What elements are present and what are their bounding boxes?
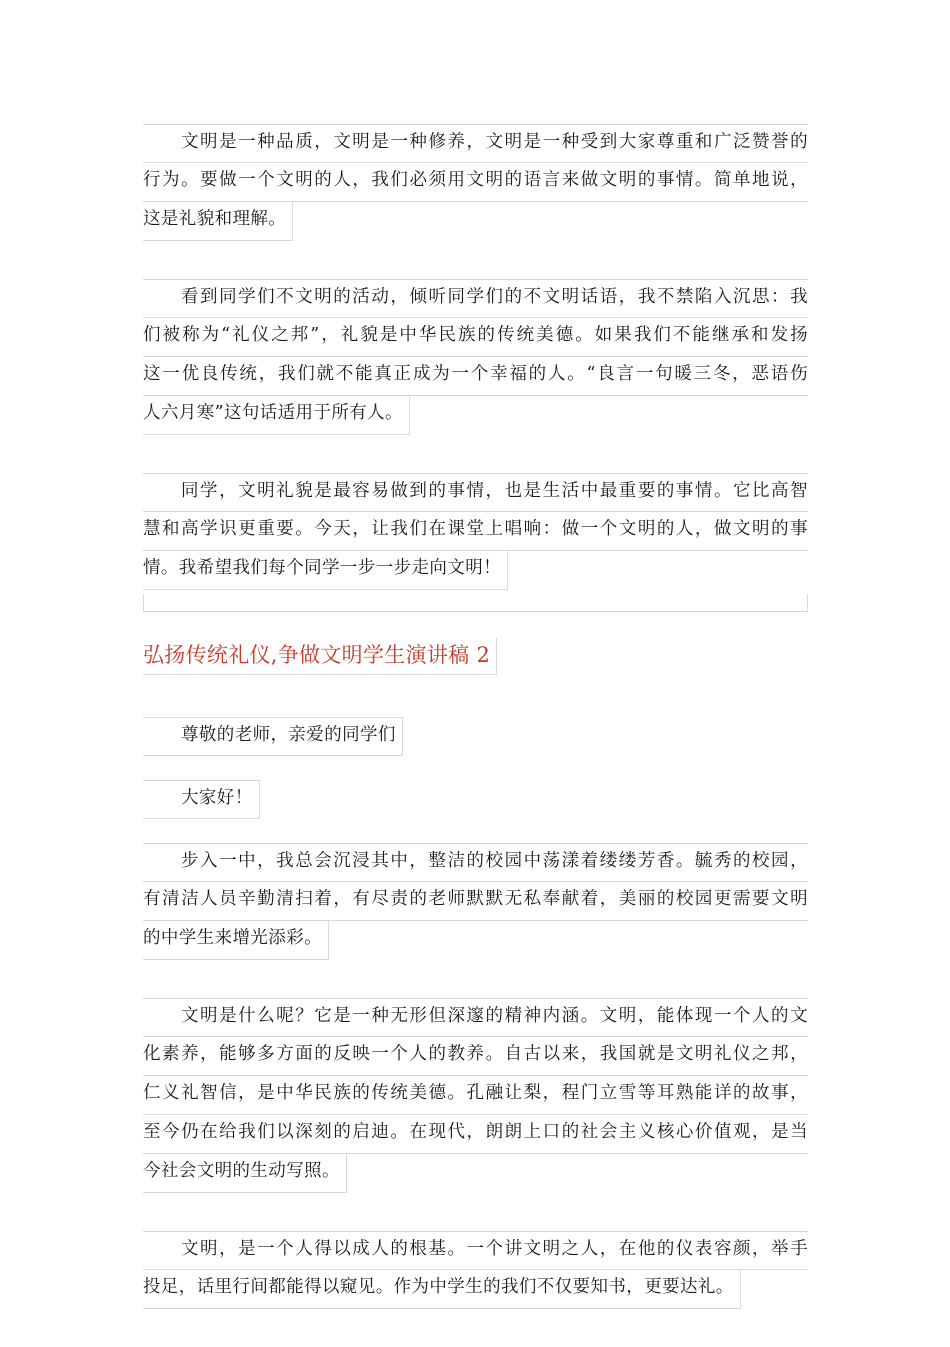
text-line: 大家好！ [143,780,260,819]
text-line: 行为。要做一个文明的人，我们必须用文明的语言来做文明的事情。简单地说， [143,163,808,202]
paragraph-6 [143,1231,808,1313]
paragraph-5 [143,998,808,1197]
paragraph-1 [143,124,808,245]
section-title: 弘扬传统礼仪,争做文明学生演讲稿 2 [143,638,497,675]
paragraph-3 [143,473,808,594]
text-line: 今社会文明的生动写照。 [143,1154,347,1193]
text-line: 情。我希望我们每个同学一步一步走向文明！ [143,551,508,590]
greeting-paragraph [143,717,808,760]
text-line: 文明，是一个人得以成人的根基。一个讲文明之人，在他的仪表容颜，举手 [143,1231,808,1270]
text-line: 同学，文明礼貌是最容易做到的事情，也是生活中最重要的事情。它比高智 [143,473,808,512]
text-line: 看到同学们不文明的活动，倾听同学们的不文明话语，我不禁陷入沉思：我 [143,279,808,318]
text-line: 至今仍在给我们以深刻的启迪。在现代，朗朗上口的社会主义核心价值观，是当 [143,1115,808,1154]
text-line: 化素养，能够多方面的反映一个人的教养。自古以来，我国就是文明礼仪之邦， [143,1037,808,1076]
hello-paragraph [143,780,808,823]
text-line: 们被称为“礼仪之邦”，礼貌是中华民族的传统美德。如果我们不能继承和发扬 [143,318,808,357]
text-line: 这一优良传统，我们就不能真正成为一个幸福的人。“良言一句暖三冬，恶语伤 [143,357,808,396]
paragraph-2 [143,279,808,439]
text-line: 投足，话里行间都能得以窥见。作为中学生的我们不仅要知书，更要达礼。 [143,1270,741,1309]
text-line: 有清洁人员辛勤清扫着，有尽责的老师默默无私奉献着，美丽的校园更需要文明 [143,882,808,921]
section-divider [143,594,808,612]
text-line: 慧和高学识更重要。今天，让我们在课堂上唱响：做一个文明的人，做文明的事 [143,512,808,551]
text-line: 文明是什么呢？它是一种无形但深邃的精神内涵。文明，能体现一个人的文 [143,998,808,1037]
text-line: 步入一中，我总会沉浸其中，整洁的校园中荡漾着缕缕芳香。毓秀的校园， [143,843,808,882]
document-page [143,124,808,1347]
text-line: 这是礼貌和理解。 [143,202,293,241]
text-line: 文明是一种品质，文明是一种修养，文明是一种受到大家尊重和广泛赞誉的 [143,124,808,163]
paragraph-4 [143,843,808,964]
text-line: 仁义礼智信，是中华民族的传统美德。孔融让梨，程门立雪等耳熟能详的故事， [143,1076,808,1115]
text-line: 尊敬的老师，亲爱的同学们 [143,717,403,756]
text-line: 的中学生来增光添彩。 [143,921,329,960]
text-line: 人六月寒”这句话适用于所有人。 [143,396,410,435]
